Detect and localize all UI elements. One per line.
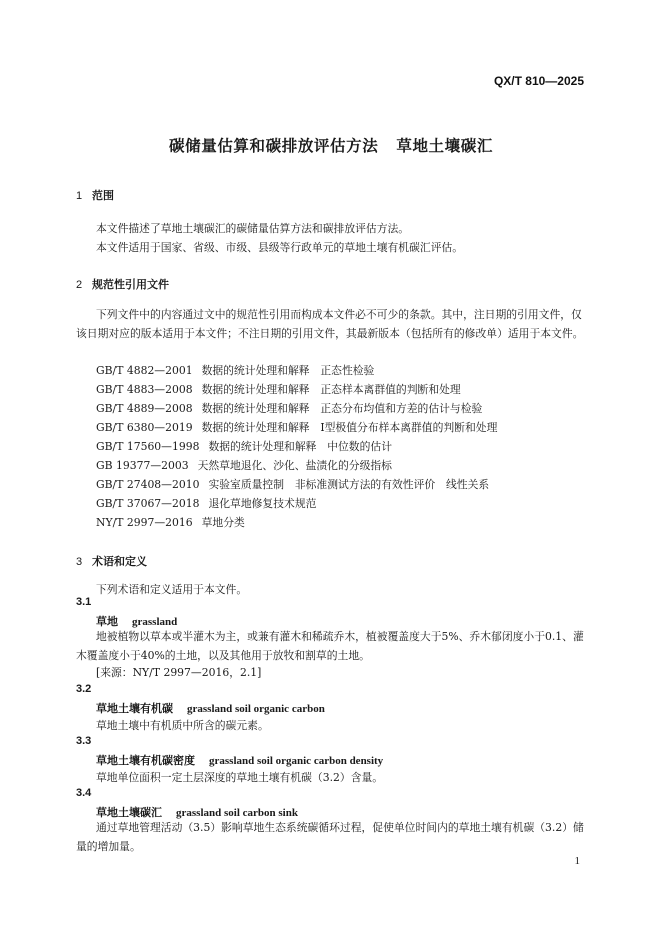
- ref-item: GB/T 4883—2008 数据的统计处理和解释 正态样本离群值的判断和处理: [96, 383, 461, 396]
- document-title: [0, 134, 662, 156]
- term-heading: 草地土壤碳汇 grassland soil carbon sink: [96, 806, 298, 819]
- section-3-intro: 下列术语和定义适用于本文件。: [96, 583, 248, 596]
- term-definition: 草地土壤中有机质中所含的碳元素。: [96, 719, 269, 732]
- term-number: 3.4: [76, 787, 92, 799]
- ref-item: GB/T 4882—2001 数据的统计处理和解释 正态性检验: [96, 364, 375, 377]
- ref-item: NY/T 2997—2016 草地分类: [96, 516, 245, 529]
- term-definition: 地被植物以草本或半灌木为主，或兼有灌木和稀疏乔木，植被覆盖度大于5%、乔木郁闭度小于0.1、灌木覆盖度小于40%的土地，以及其他用于放牧和割草的土地。: [76, 630, 584, 662]
- term-definition: 通过草地管理活动（3.5）影响草地生态系统碳循环过程，促使单位时间内的草地土壤有机碳（3.2）储量的增加量。: [76, 821, 584, 853]
- term-number: 3.3: [76, 735, 92, 747]
- ref-item: GB 19377—2003 天然草地退化、沙化、盐渍化的分级指标: [96, 459, 392, 472]
- section-1-heading: 1 范围: [76, 189, 114, 202]
- ref-item: GB/T 4889—2008 数据的统计处理和解释 正态分布均值和方差的估计与检验: [96, 402, 483, 415]
- term-number: 3.2: [76, 683, 92, 695]
- term-heading: 草地土壤有机碳 grassland soil organic carbon: [96, 702, 325, 715]
- section-2-heading: 2 规范性引用文件: [76, 278, 169, 291]
- title-part-1: 碳储量估算和碳排放评估方法: [169, 137, 379, 155]
- title-part-2: 草地土壤碳汇: [396, 137, 493, 155]
- section-3-heading: 3 术语和定义: [76, 555, 147, 568]
- page-number: 1: [574, 855, 580, 867]
- term-number: 3.1: [76, 596, 92, 608]
- section-1-para-1: 本文件描述了草地土壤碳汇的碳储量估算方法和碳排放评估方法。: [96, 222, 410, 235]
- ref-item: GB/T 17560—1998 数据的统计处理和解释 中位数的估计: [96, 440, 392, 453]
- ref-item: GB/T 27408—2010 实验室质量控制 非标准测试方法的有效性评价 线性关系: [96, 478, 490, 491]
- standard-code: QX/T 810—2025: [493, 74, 584, 88]
- section-1-para-2: 本文件适用于国家、省级、市级、县级等行政单元的草地土壤有机碳汇评估。: [96, 241, 464, 254]
- ref-item: GB/T 6380—2019 数据的统计处理和解释 Ⅰ型极值分布样本离群值的判断和处理: [96, 421, 498, 434]
- ref-item: GB/T 37067—2018 退化草地修复技术规范: [96, 497, 317, 510]
- term-heading: 草地 grassland: [96, 615, 178, 628]
- section-2-intro: 下列文件中的内容通过文中的规范性引用而构成本文件必不可少的条款。其中，注日期的引用文件，仅该日期对应的版本适用于本文件；不注日期的引用文件，其最新版本（包括所有的修改单）适用于本文件。: [76, 308, 584, 340]
- term-heading: 草地土壤有机碳密度 grassland soil organic carbon density: [96, 754, 384, 767]
- term-definition: 草地单位面积一定土层深度的草地土壤有机碳（3.2）含量。: [96, 771, 384, 784]
- term-source: [来源：NY/T 2997—2016，2.1]: [96, 666, 262, 679]
